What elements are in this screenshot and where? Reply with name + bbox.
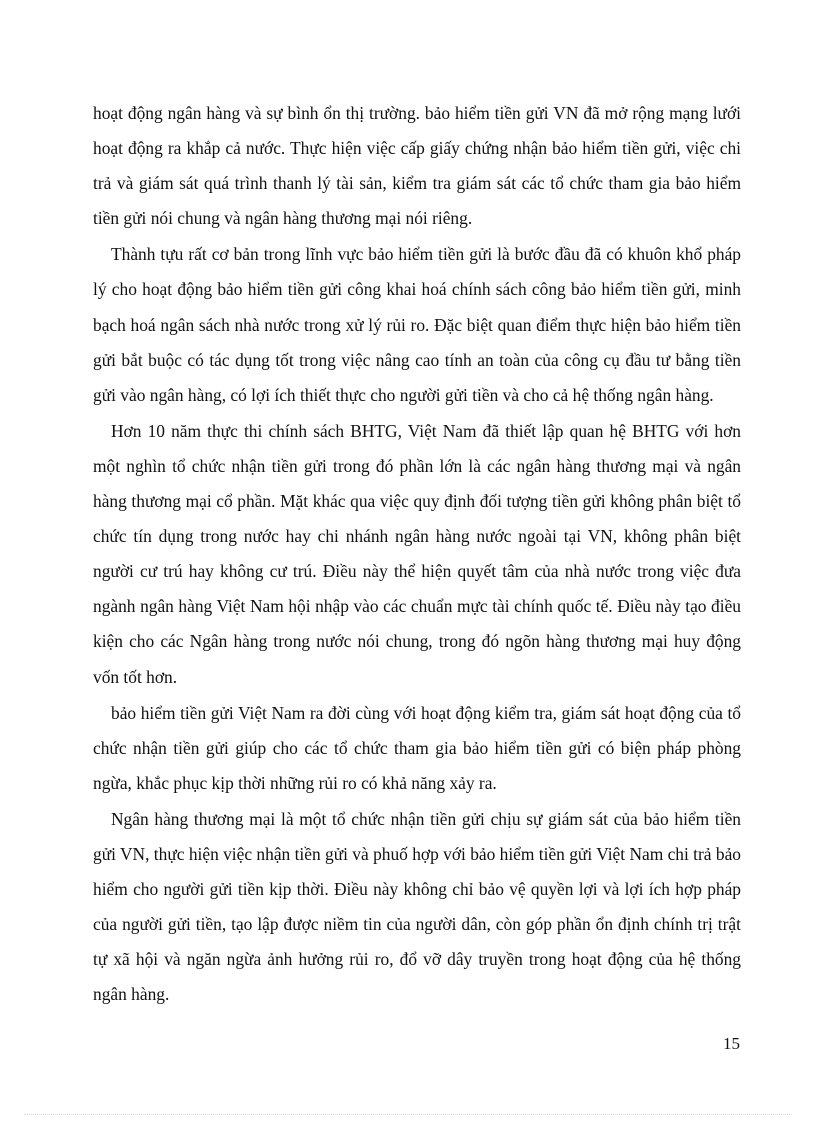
paragraph-3: Hơn 10 năm thực thi chính sách BHTG, Việt Nam đã thiết lập quan hệ BHTG với hơn một nghìn tổ chức nhận tiền gửi trong đó phần lớn là các ngân hàng thương mại và ngân hàng thương mại cổ phần. Mặt khác qua việc quy định đối tượng tiền gửi không phân biệt tổ chức tín dụng trong nước hay chi nhánh ngân hàng nước ngoài tại VN, không phân biệt người cư trú hay không cư trú. Điều này thể hiện quyết tâm của nhà nước trong việc đưa ngành ngân hàng Việt Nam hội nhập vào các chuẩn mực tài chính quốc tế. Điều này tạo điều kiện cho các Ngân hàng trong nước nói chung, trong đó ngõn hàng thương mại huy động vốn tốt hơn. [93,420,741,687]
page-bottom-divider [24,1114,792,1115]
paragraph-2: Thành tựu rất cơ bản trong lĩnh vực bảo hiểm tiền gửi là bước đầu đã có khuôn khổ pháp lý cho hoạt động bảo hiểm tiền gửi công khai hoá chính sách công bảo hiểm tiền gửi, minh bạch hoá ngân sách nhà nước trong xử lý rủi ro. Đặc biệt quan điểm thực hiện bảo hiểm tiền gửi bắt buộc có tác dụng tốt trong việc nâng cao tính an toàn của công cụ đầu tư bằng tiền gửi vào ngân hàng, có lợi ích thiết thực cho người gửi tiền và cho cả hệ thống ngân hàng. [93,244,741,405]
paragraph-5: Ngân hàng thương mại là một tổ chức nhận tiền gửi chịu sự giám sát của bảo hiểm tiền gửi VN, thực hiện việc nhận tiền gửi và phuố hợp với bảo hiểm tiền gửi Việt Nam chi trả bảo hiểm cho người gửi tiền kịp thời. Điều này không chỉ bảo vệ quyền lợi và lợi ích hợp pháp của người gửi tiền, tạo lập được niềm tin của người dân, còn góp phần ổn định chính trị trật tự xã hội và ngăn ngừa ảnh hưởng rủi ro, đổ vỡ dây truyền trong hoạt động của hệ thống ngân hàng. [93,808,741,1005]
paragraph-1: hoạt động ngân hàng và sự bình ổn thị trường. bảo hiểm tiền gửi VN đã mở rộng mạng lưới hoạt động ra khắp cả nước. Thực hiện việc cấp giấy chứng nhận bảo hiểm tiền gửi, việc chi trả và giám sát quá trình thanh lý tài sản, kiểm tra giám sát các tổ chức tham gia bảo hiểm tiền gửi nói chung và ngân hàng thương mại nói riêng. [93,103,741,229]
paragraph-4: bảo hiểm tiền gửi Việt Nam ra đời cùng với hoạt động kiểm tra, giám sát hoạt động của tổ chức nhận tiền gửi giúp cho các tổ chức tham gia bảo hiểm tiền gửi có biện pháp phòng ngừa, khắc phục kịp thời những rủi ro có khả năng xảy ra. [93,702,741,793]
body-text [93,96,741,1012]
page-number: 15 [723,1034,740,1053]
